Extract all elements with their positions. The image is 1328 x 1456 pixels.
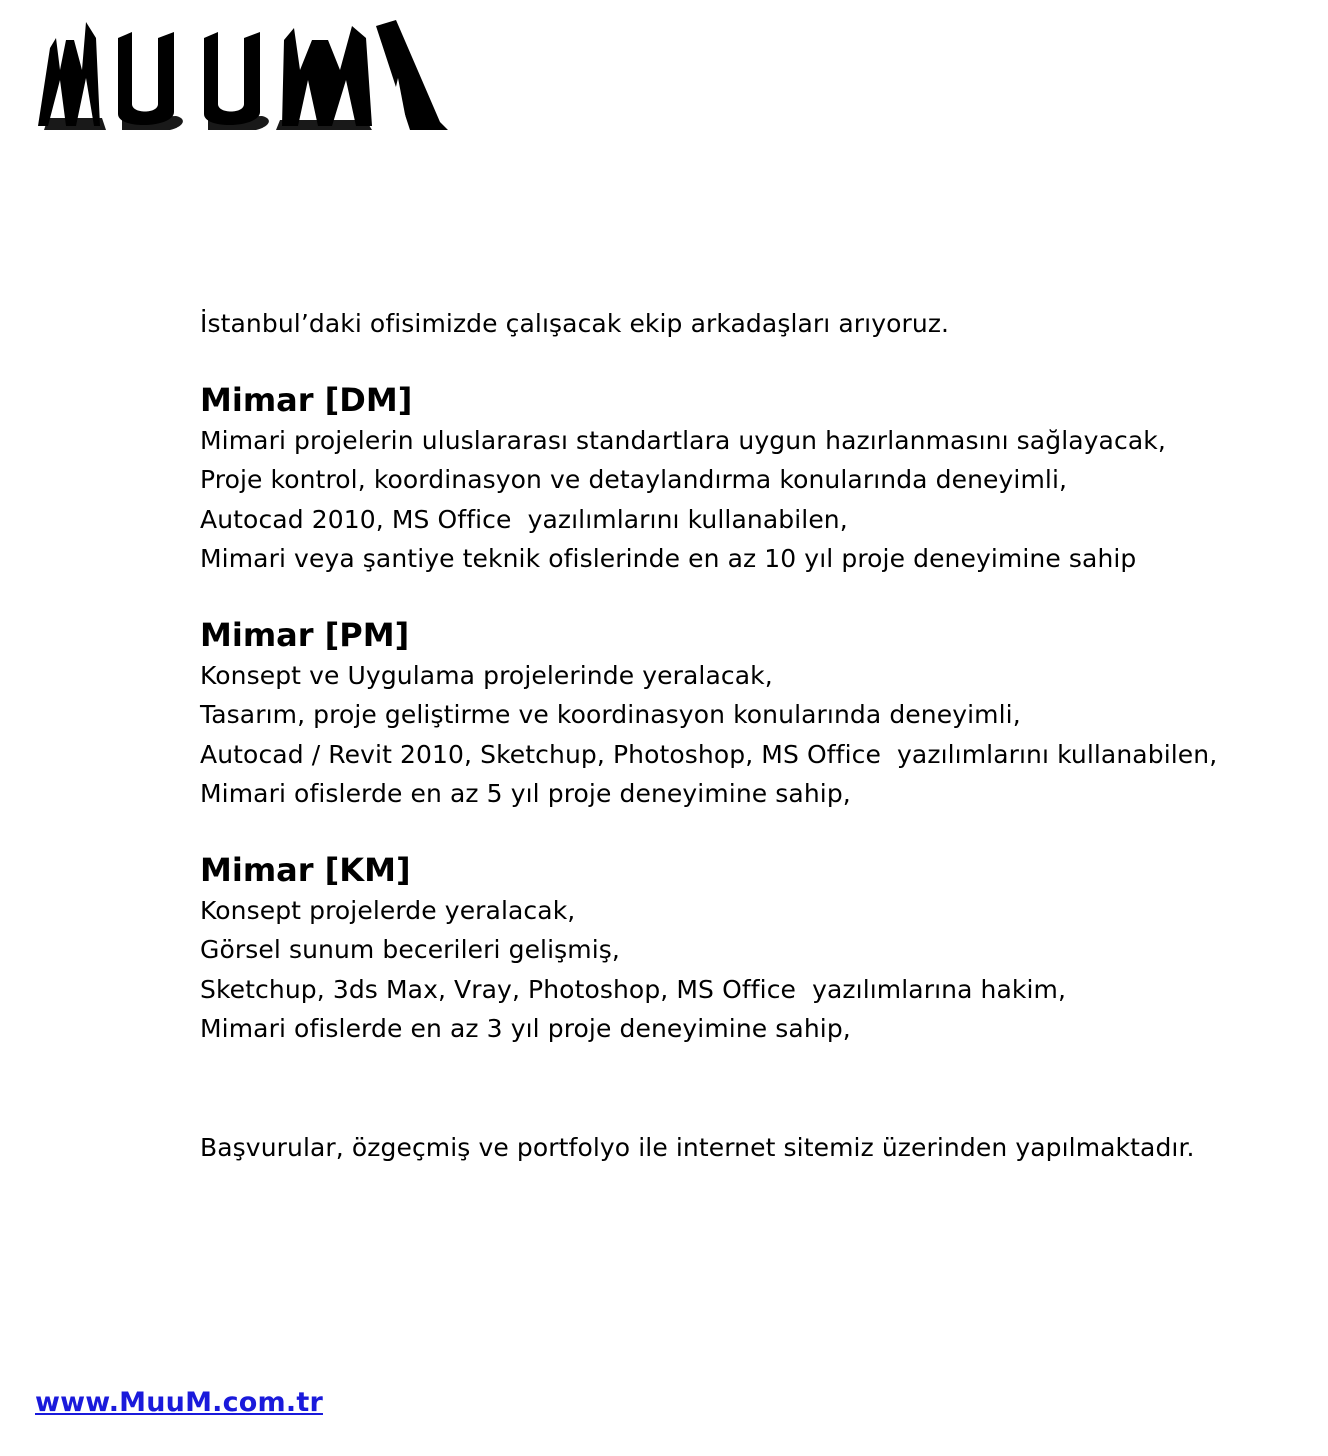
position-dm: [200, 379, 1310, 579]
position-requirement: Sketchup, 3ds Max, Vray, Photoshop, MS Office yazılımlarına hakim,: [200, 974, 1067, 1004]
position-title-km: Mimar [KM]: [200, 850, 411, 889]
website-link[interactable]: www.MuuM.com.tr: [35, 1387, 323, 1418]
intro-text: İstanbul’daki ofisimizde çalışacak ekip arkadaşları arıyoruz.: [200, 309, 950, 338]
position-title-pm: Mimar [PM]: [200, 615, 410, 654]
position-requirement: Autocad 2010, MS Office yazılımlarını kullanabilen,: [200, 504, 848, 534]
position-requirement: Mimari ofislerde en az 5 yıl proje deneyimine sahip,: [200, 779, 851, 808]
position-requirement: Proje kontrol, koordinasyon ve detaylandırma konularında deneyimli,: [200, 465, 1068, 494]
position-requirement: Konsept ve Uygulama projelerinde yeralacak,: [200, 660, 773, 690]
position-requirement: Mimari ofislerde en az 3 yıl proje deneyimine sahip,: [200, 1014, 851, 1043]
application-note: Başvurular, özgeçmiş ve portfolyo ile internet sitemiz üzerinden yapılmaktadır.: [200, 1132, 1195, 1162]
position-requirement: Mimari projelerin uluslararası standartlara uygun hazırlanmasını sağlayacak,: [200, 425, 1166, 455]
position-requirement: Mimari veya şantiye teknik ofislerinde en az 10 yıl proje deneyimine sahip: [200, 544, 1137, 573]
job-posting-body: [200, 304, 1310, 1167]
muum-logo: [36, 18, 452, 132]
position-requirement: Tasarım, proje geliştirme ve koordinasyon konularında deneyimli,: [200, 700, 1021, 729]
position-requirement: Konsept projelerde yeralacak,: [200, 895, 576, 925]
position-km: [200, 849, 1310, 1049]
position-requirement: Görsel sunum becerileri gelişmiş,: [200, 935, 620, 964]
position-title-dm: Mimar [DM]: [200, 380, 413, 419]
position-requirement: Autocad / Revit 2010, Sketchup, Photoshop, MS Office yazılımlarını kullanabilen,: [200, 739, 1218, 769]
position-pm: [200, 614, 1310, 814]
